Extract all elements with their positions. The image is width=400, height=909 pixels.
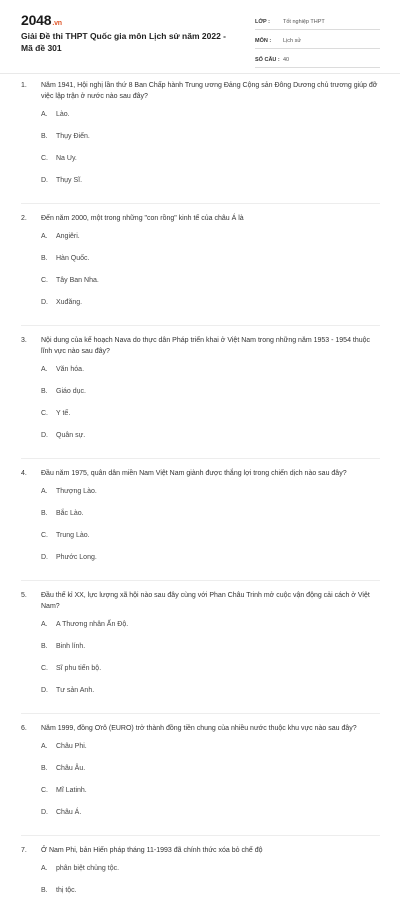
question-number: 4.	[21, 470, 27, 477]
option-a[interactable]	[41, 488, 213, 510]
option-text: Mĩ Latinh.	[56, 787, 87, 794]
option-a[interactable]	[41, 621, 213, 643]
option-b[interactable]	[41, 887, 213, 909]
question-number: 2.	[21, 215, 27, 222]
option-letter: C.	[41, 787, 48, 794]
question-divider	[21, 835, 380, 836]
logo-suffix: .vn	[52, 20, 62, 27]
option-letter: A.	[41, 366, 48, 373]
question-divider	[21, 713, 380, 714]
option-b[interactable]	[41, 510, 213, 532]
option-text: thị tộc.	[56, 887, 77, 894]
option-c[interactable]	[41, 155, 213, 177]
answer-options	[41, 621, 380, 709]
option-letter: B.	[41, 765, 48, 772]
question-text	[21, 335, 380, 357]
meta-row-class	[255, 14, 380, 30]
meta-label: MÔN :	[255, 37, 272, 44]
option-text: Xuđăng.	[56, 299, 83, 306]
option-d[interactable]	[41, 687, 213, 709]
option-text: Tư sản Anh.	[56, 687, 95, 694]
site-logo[interactable]	[21, 12, 62, 28]
option-d[interactable]	[41, 809, 213, 831]
question-number: 6.	[21, 725, 27, 732]
question-body: Đầu năm 1975, quân dân miền Nam Việt Nam giành được thắng lợi trong chiến dịch nào sau đây?	[41, 470, 347, 477]
question-1	[0, 80, 400, 204]
option-letter: B.	[41, 388, 48, 395]
option-text: Châu Âu.	[56, 765, 86, 772]
option-c[interactable]	[41, 787, 213, 809]
option-d[interactable]	[41, 177, 213, 199]
question-7	[0, 845, 400, 909]
option-letter: D.	[41, 554, 48, 561]
page-header	[0, 0, 400, 74]
option-letter: D.	[41, 177, 48, 184]
option-letter: B.	[41, 510, 48, 517]
answer-options	[41, 488, 380, 576]
option-letter: C.	[41, 277, 48, 284]
option-letter: A.	[41, 488, 48, 495]
question-2	[0, 213, 400, 326]
option-letter: D.	[41, 687, 48, 694]
answer-options	[41, 111, 380, 199]
question-body: Năm 1999, đồng Ơrô (EURO) trở thành đồng tiền chung của nhiều nước thuộc khu vực nào sau đây?	[41, 725, 357, 732]
option-text: Angiêri.	[56, 233, 80, 240]
meta-label: LỚP :	[255, 18, 270, 25]
option-text: Binh lính.	[56, 643, 86, 650]
question-text	[21, 80, 380, 102]
document-title: Giải Đề thi THPT Quốc gia môn Lịch sử năm 2022 - Mã đề 301	[21, 31, 227, 53]
option-text: Thụy Sĩ.	[56, 177, 83, 184]
question-divider	[21, 203, 380, 204]
option-letter: B.	[41, 255, 48, 262]
meta-label: SỐ CÂU :	[255, 56, 280, 63]
question-divider	[21, 325, 380, 326]
option-text: Sĩ phu tiến bộ.	[56, 665, 102, 672]
option-text: Na Uy.	[56, 155, 77, 162]
question-body: Nội dung của kế hoạch Nava do thực dân Pháp triển khai ở Việt Nam trong những năm 1953 - 1954 thuộc lĩnh vực nào sau đây?	[41, 337, 371, 355]
question-body: Năm 1941, Hội nghị lần thứ 8 Ban Chấp hành Trung ương Đảng Cộng sản Đông Dương chủ trương giúp đỡ việc lập trận ở nước nào sau đây?	[41, 82, 378, 100]
option-letter: C.	[41, 532, 48, 539]
question-text	[21, 213, 380, 224]
option-letter: B.	[41, 643, 48, 650]
option-text: Thượng Lào.	[56, 488, 97, 495]
answer-options	[41, 366, 380, 454]
meta-row-count	[255, 52, 380, 68]
question-number: 7.	[21, 847, 27, 854]
option-b[interactable]	[41, 255, 213, 277]
exam-meta	[255, 14, 380, 71]
question-body: Đầu thế kỉ XX, lực lượng xã hội nào sau đây cùng với Phan Châu Trinh mở cuộc vận động cải cách ở Việt Nam?	[41, 592, 370, 610]
option-c[interactable]	[41, 532, 213, 554]
option-letter: D.	[41, 809, 48, 816]
question-number: 1.	[21, 82, 27, 89]
meta-value: Lịch sử	[283, 37, 302, 44]
option-b[interactable]	[41, 133, 213, 155]
question-5	[0, 590, 400, 714]
meta-row-subject	[255, 33, 380, 49]
question-text	[21, 723, 380, 734]
option-letter: B.	[41, 133, 48, 140]
option-text: Quân sự.	[56, 432, 86, 439]
option-d[interactable]	[41, 432, 213, 454]
option-b[interactable]	[41, 765, 213, 787]
option-text: Thụy Điển.	[56, 133, 90, 140]
question-number: 5.	[21, 592, 27, 599]
option-letter: A.	[41, 743, 48, 750]
option-c[interactable]	[41, 277, 213, 299]
question-4	[0, 468, 400, 581]
question-divider	[21, 580, 380, 581]
option-letter: A.	[41, 865, 48, 872]
answer-options	[41, 233, 380, 321]
option-b[interactable]	[41, 643, 213, 665]
question-text	[21, 590, 380, 612]
answer-options	[41, 743, 380, 831]
question-body: Ở Nam Phi, bản Hiến pháp tháng 11-1993 đã chính thức xóa bỏ chế độ	[41, 847, 263, 854]
option-text: Châu Phi.	[56, 743, 87, 750]
header-divider	[0, 73, 400, 74]
question-divider	[21, 458, 380, 459]
option-letter: C.	[41, 665, 48, 672]
option-c[interactable]	[41, 410, 213, 432]
option-text: A Thương nhân Ấn Độ.	[56, 621, 129, 628]
option-d[interactable]	[41, 299, 213, 321]
option-letter: A.	[41, 621, 48, 628]
option-text: Châu Á.	[56, 809, 82, 816]
option-b[interactable]	[41, 388, 213, 410]
option-a[interactable]	[41, 111, 213, 133]
meta-value: Tốt nghiệp THPT	[283, 18, 325, 25]
option-letter: D.	[41, 432, 48, 439]
question-3	[0, 335, 400, 459]
option-text: Giáo dục.	[56, 388, 86, 395]
option-letter: C.	[41, 155, 48, 162]
option-text: Tây Ban Nha.	[56, 277, 99, 284]
option-text: Lào.	[56, 111, 70, 118]
option-letter: A.	[41, 233, 48, 240]
option-d[interactable]	[41, 554, 213, 576]
question-text	[21, 468, 380, 479]
option-a[interactable]	[41, 233, 213, 255]
option-text: Bắc Lào.	[56, 510, 84, 517]
answer-options	[41, 865, 380, 909]
option-text: Trung Lào.	[56, 532, 90, 539]
option-text: Phước Long.	[56, 554, 97, 561]
meta-value: 40	[283, 56, 290, 63]
option-a[interactable]	[41, 865, 213, 887]
question-text	[21, 845, 380, 856]
question-6	[0, 723, 400, 836]
option-letter: B.	[41, 887, 48, 894]
option-letter: A.	[41, 111, 48, 118]
option-letter: D.	[41, 299, 48, 306]
option-c[interactable]	[41, 665, 213, 687]
question-list	[0, 80, 400, 909]
logo-main: 2048	[21, 12, 52, 28]
option-a[interactable]	[41, 743, 213, 765]
option-text: Văn hóa.	[56, 366, 85, 373]
question-body: Đến năm 2000, một trong những "con rồng" kinh tế của châu Á là	[41, 215, 244, 222]
option-text: Y tế.	[56, 410, 71, 417]
option-text: phân biệt chủng tộc.	[56, 865, 120, 872]
question-number: 3.	[21, 337, 27, 344]
option-letter: C.	[41, 410, 48, 417]
option-text: Hàn Quốc.	[56, 255, 90, 262]
option-a[interactable]	[41, 366, 213, 388]
